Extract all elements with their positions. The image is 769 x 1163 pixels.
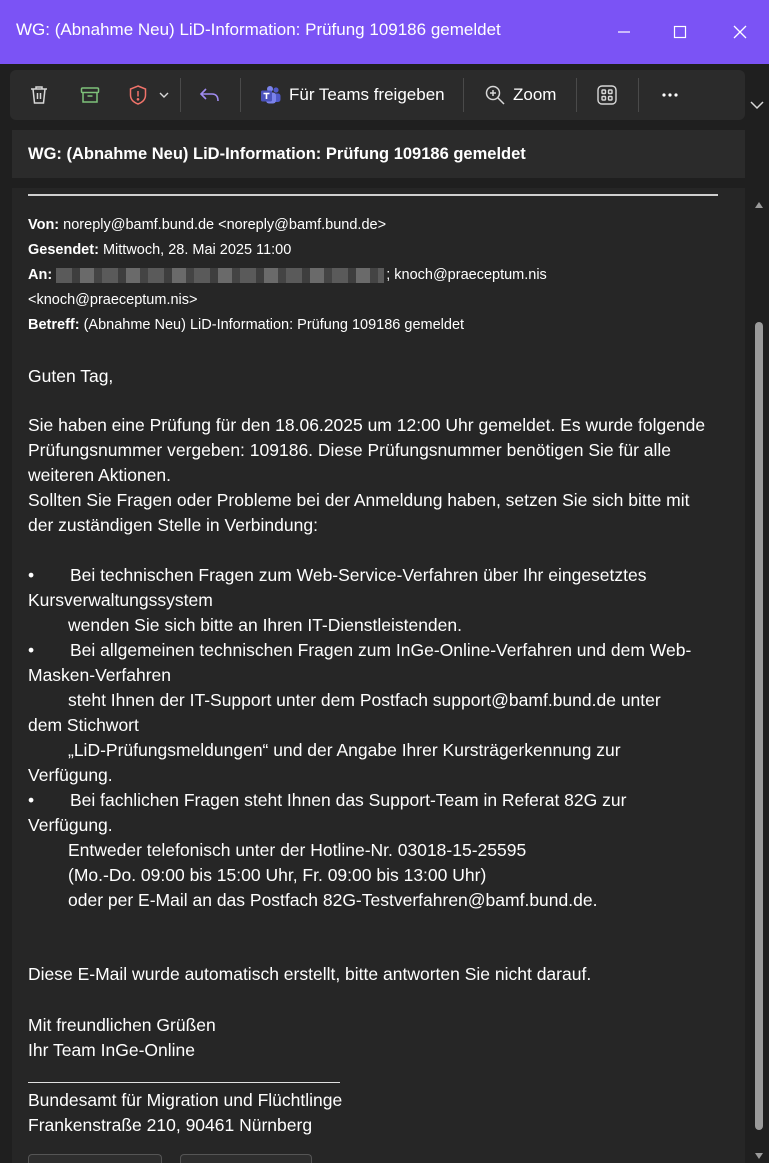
closing: Mit freundlichen Grüßen bbox=[28, 1015, 216, 1035]
header-to bbox=[28, 265, 547, 285]
message-subject: WG: (Abnahme Neu) LiD-Information: Prüfung 109186 gemeldet bbox=[28, 145, 526, 163]
reply-icon bbox=[198, 84, 222, 106]
body-line: Sollten Sie Fragen oder Probleme bei der Anmeldung haben, setzen Sie sich bitte mit bbox=[28, 490, 690, 510]
zoom-icon bbox=[484, 84, 506, 106]
bullet-text-indented: steht Ihnen der IT-Support unter dem Postfach support@bamf.bund.de unter bbox=[68, 690, 661, 710]
body-line: der zuständigen Stelle in Verbindung: bbox=[28, 515, 318, 535]
greeting: Guten Tag, bbox=[28, 366, 114, 386]
maximize-button[interactable] bbox=[660, 14, 700, 50]
signature-divider bbox=[28, 1082, 340, 1083]
reply-button[interactable] bbox=[198, 79, 222, 111]
report-button[interactable] bbox=[127, 79, 149, 111]
signature-address: Frankenstraße 210, 90461 Nürnberg bbox=[28, 1115, 313, 1135]
message-body bbox=[12, 188, 745, 1163]
report-shield-icon bbox=[127, 84, 149, 106]
teams-icon bbox=[260, 84, 282, 106]
toolbar-separator bbox=[576, 78, 577, 112]
sent-value: Mittwoch, 28. Mai 2025 11:00 bbox=[102, 242, 292, 258]
close-button[interactable] bbox=[720, 14, 760, 50]
bullet-text: Bei fachlichen Fragen steht Ihnen das Support-Team in Referat 82G zur bbox=[70, 790, 627, 810]
zoom-button[interactable] bbox=[484, 79, 556, 111]
archive-button[interactable] bbox=[79, 79, 101, 111]
forward-divider bbox=[28, 194, 718, 196]
redacted-recipients bbox=[56, 268, 384, 283]
subject-value: (Abnahme Neu) LiD-Information: Prüfung 109186 gemeldet bbox=[83, 317, 465, 333]
share-teams-label: Für Teams freigeben bbox=[289, 85, 445, 104]
apps-icon bbox=[596, 84, 618, 106]
from-value: noreply@bamf.bund.de <noreply@bamf.bund.de> bbox=[63, 217, 387, 233]
bullet-text-wrap: Verfügung. bbox=[28, 815, 113, 835]
apps-button[interactable] bbox=[596, 79, 618, 111]
to-label: An: bbox=[28, 267, 53, 283]
bullet-text-indented: (Mo.-Do. 09:00 bis 15:00 Uhr, Fr. 09:00 bis 13:00 Uhr) bbox=[68, 865, 487, 885]
bullet-text-wrap: Masken-Verfahren bbox=[28, 665, 171, 685]
title-bar bbox=[0, 0, 769, 64]
triangle-up-icon bbox=[754, 201, 764, 209]
body-line: Sie haben eine Prüfung für den 18.06.2025 um 12:00 Uhr gemeldet. Es wurde folgende bbox=[28, 415, 706, 435]
bullet-text-indented: Entweder telefonisch unter der Hotline-Nr. 03018-15-25595 bbox=[68, 840, 527, 860]
bullet-text: Bei technischen Fragen zum Web-Service-Verfahren über Ihr eingesetztes bbox=[70, 565, 647, 585]
delete-button[interactable] bbox=[28, 79, 50, 111]
bullet-text-wrap: dem Stichwort bbox=[28, 715, 139, 735]
to-value-continued: <knoch@praeceptum.nis> bbox=[28, 292, 198, 308]
report-dropdown[interactable] bbox=[158, 79, 170, 111]
more-icon bbox=[660, 85, 680, 105]
to-value: ; knoch@praeceptum.nis bbox=[386, 267, 547, 283]
bullet-text-indented: „LiD-Prüfungsmeldungen“ und der Angabe Ihrer Kursträgerkennung zur bbox=[68, 740, 621, 760]
chevron-down-icon bbox=[158, 89, 170, 101]
bullet-text: Bei allgemeinen technischen Fragen zum InGe-Online-Verfahren und dem Web- bbox=[70, 640, 692, 660]
scroll-down-button[interactable] bbox=[754, 1147, 764, 1163]
toolbar-separator bbox=[463, 78, 464, 112]
close-icon bbox=[733, 25, 747, 39]
bullet-marker: • bbox=[28, 640, 35, 660]
scroll-up-button[interactable] bbox=[754, 196, 764, 214]
triangle-down-icon bbox=[754, 1152, 764, 1160]
bullet-marker: • bbox=[28, 790, 35, 810]
subject-label: Betreff: bbox=[28, 317, 80, 333]
more-options-button[interactable] bbox=[660, 79, 680, 111]
trash-icon bbox=[28, 84, 50, 106]
bullet-marker: • bbox=[28, 565, 35, 585]
minimize-button[interactable] bbox=[604, 14, 644, 50]
bullet-text-wrap: Kursverwaltungssystem bbox=[28, 590, 213, 610]
archive-icon bbox=[79, 84, 101, 106]
toolbar-separator bbox=[240, 78, 241, 112]
auto-note: Diese E-Mail wurde automatisch erstellt, bitte antworten Sie nicht darauf. bbox=[28, 964, 592, 984]
header-sent bbox=[28, 240, 291, 260]
sent-label: Gesendet: bbox=[28, 242, 99, 258]
minimize-icon bbox=[617, 25, 631, 39]
chevron-down-icon bbox=[748, 96, 766, 114]
maximize-icon bbox=[673, 25, 687, 39]
header-from bbox=[28, 215, 386, 235]
body-line: Prüfungsnummer vergeben: 109186. Diese Prüfungsnummer benötigen Sie für alle bbox=[28, 440, 672, 460]
window-title: WG: (Abnahme Neu) LiD-Information: Prüfung 109186 gemeldet bbox=[16, 20, 501, 39]
scrollbar-thumb[interactable] bbox=[755, 322, 763, 1130]
zoom-label: Zoom bbox=[513, 85, 557, 104]
bullet-text-indented: oder per E-Mail an das Postfach 82G-Testverfahren@bamf.bund.de. bbox=[68, 890, 598, 910]
toolbar-separator bbox=[180, 78, 181, 112]
signature-org: Bundesamt für Migration und Flüchtlinge bbox=[28, 1090, 343, 1110]
action-button[interactable] bbox=[28, 1154, 162, 1163]
from-label: Von: bbox=[28, 217, 60, 233]
message-toolbar bbox=[10, 70, 745, 120]
subject-bar bbox=[12, 130, 745, 178]
bullet-text-indented: wenden Sie sich bitte an Ihren IT-Dienstleistenden. bbox=[68, 615, 462, 635]
closing-team: Ihr Team InGe-Online bbox=[28, 1040, 195, 1060]
share-teams-button[interactable] bbox=[260, 79, 445, 111]
action-button[interactable] bbox=[180, 1154, 312, 1163]
body-line: weiteren Aktionen. bbox=[28, 465, 172, 485]
header-subject bbox=[28, 315, 464, 335]
expand-toolbar-button[interactable] bbox=[748, 96, 766, 114]
bullet-text-wrap: Verfügung. bbox=[28, 765, 113, 785]
toolbar-separator bbox=[638, 78, 639, 112]
